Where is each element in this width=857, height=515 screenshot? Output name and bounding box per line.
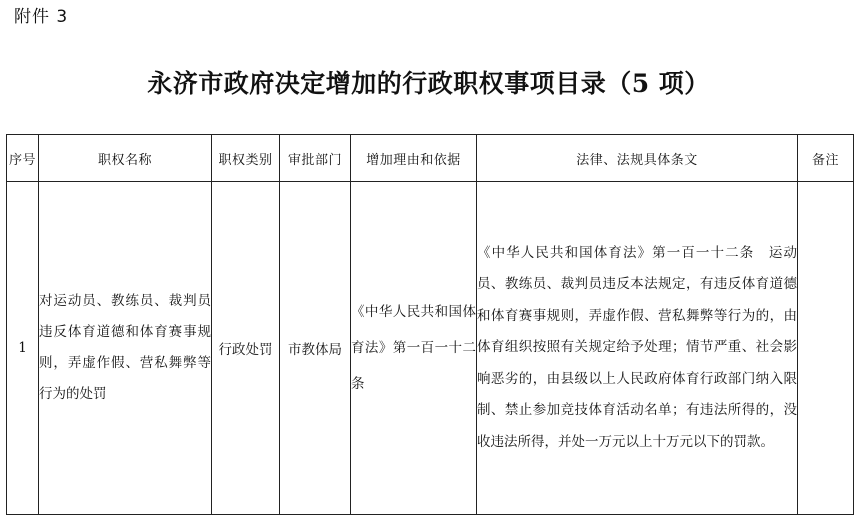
header-index: 序号 bbox=[7, 135, 39, 182]
header-approval-department: 审批部门 bbox=[280, 135, 351, 182]
table-row bbox=[7, 182, 854, 515]
header-power-name: 职权名称 bbox=[39, 135, 212, 182]
header-power-category: 职权类别 bbox=[212, 135, 280, 182]
table-header-row bbox=[7, 135, 854, 182]
row-power-category: 行政处罚 bbox=[212, 182, 280, 515]
row-approval-department: 市教体局 bbox=[280, 182, 351, 515]
attachment-label: 附件 3 bbox=[14, 7, 69, 27]
row-reason-basis: 《中华人民共和国体育法》第一百一十二条 bbox=[351, 182, 477, 515]
row-remark bbox=[798, 182, 854, 515]
header-law-text: 法律、法规具体条文 bbox=[477, 135, 798, 182]
page-title: 永济市政府决定增加的行政职权事项目录（5 项） bbox=[147, 69, 710, 98]
row-law-text: 《中华人民共和国体育法》第一百一十二条 运动员、教练员、裁判员违反本法规定，有违反体育道德和体育赛事规则，弄虚作假、营私舞弊等行为的，由体育组织按照有关规定给予处理；情节严重、社会影响恶劣的，由县级以上人民政府体育行政部门纳入限制、禁止参加竞技体育活动名单；有违法所得的，没收违法所得，并处一万元以上十万元以下的罚款。 bbox=[477, 182, 798, 515]
header-remark: 备注 bbox=[798, 135, 854, 182]
row-index: 1 bbox=[7, 182, 39, 515]
header-reason-basis: 增加理由和依据 bbox=[351, 135, 477, 182]
catalog-table bbox=[6, 134, 854, 515]
row-power-name: 对运动员、教练员、裁判员违反体育道德和体育赛事规则，弄虚作假、营私舞弊等行为的处罚 bbox=[39, 182, 212, 515]
